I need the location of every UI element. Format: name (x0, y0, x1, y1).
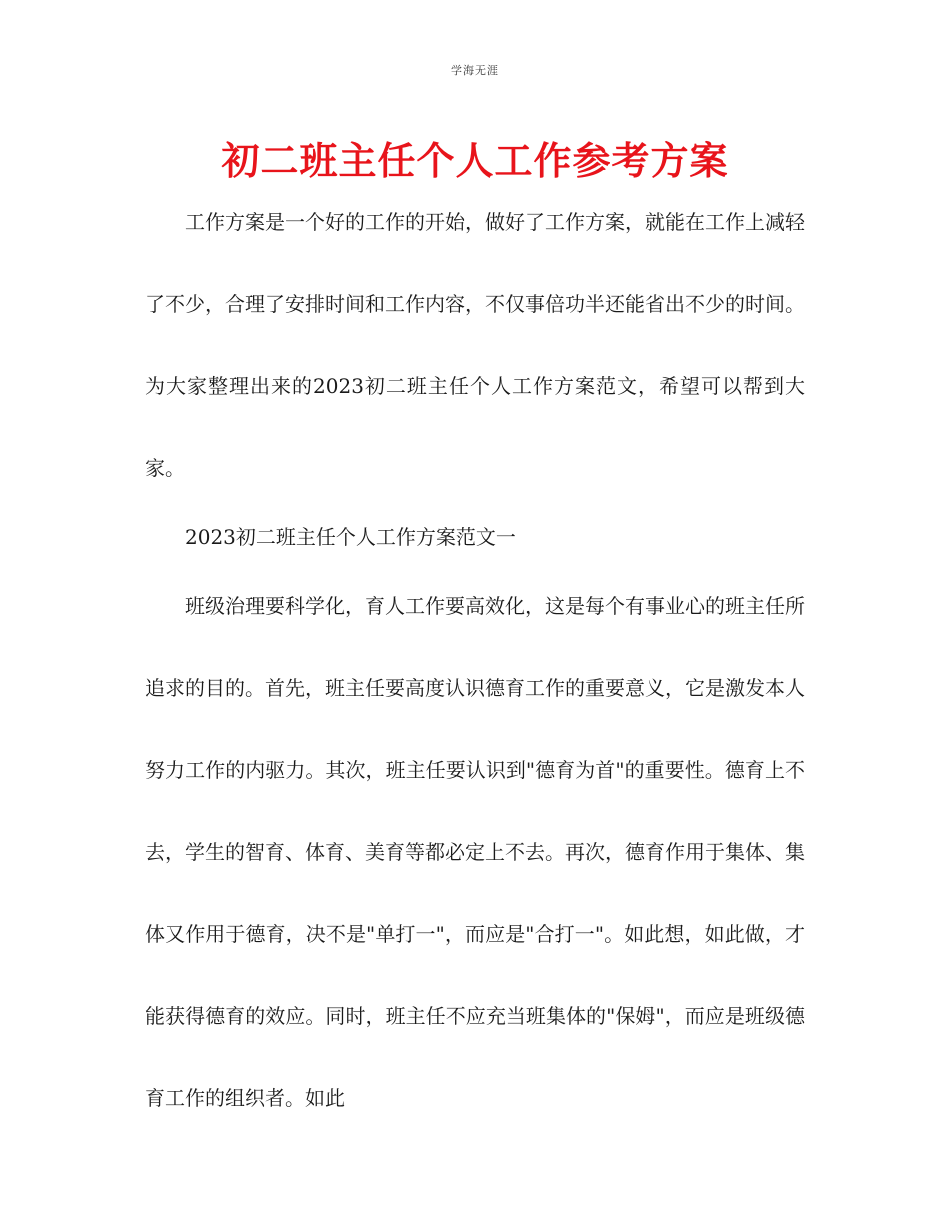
intro-paragraph: 工作方案是一个好的工作的开始，做好了工作方案，就能在工作上减轻了不少，合理了安排时间和工作内容，不仅事倍功半还能省出不少的时间。为大家整理出来的2023初二班主任个人工作方案范文，希望可以帮到大家。 (145, 210, 805, 480)
section-heading: 2023初二班主任个人工作方案范文一 (185, 525, 516, 549)
page-header: 学海无涯 (451, 64, 499, 77)
body-paragraph: 班级治理要科学化，育人工作要高效化，这是每个有事业心的班主任所追求的目的。首先，班主任要高度认识德育工作的重要意义，它是激发本人努力工作的内驱力。其次，班主任要认识到"德育为首"的重要性。德育上不去，学生的智育、体育、美育等都必定上不去。再次，德育作用于集体、集体又作用于德育，决不是"单打一"，而应是"合打一"。如此想，如此做，才能获得德育的效应。同时，班主任不应充当班集体的"保姆"，而应是班级德育工作的组织者。如此 (145, 594, 805, 1110)
document-body (145, 181, 805, 1139)
document-title: 初二班主任个人工作参考方案 (221, 139, 729, 183)
